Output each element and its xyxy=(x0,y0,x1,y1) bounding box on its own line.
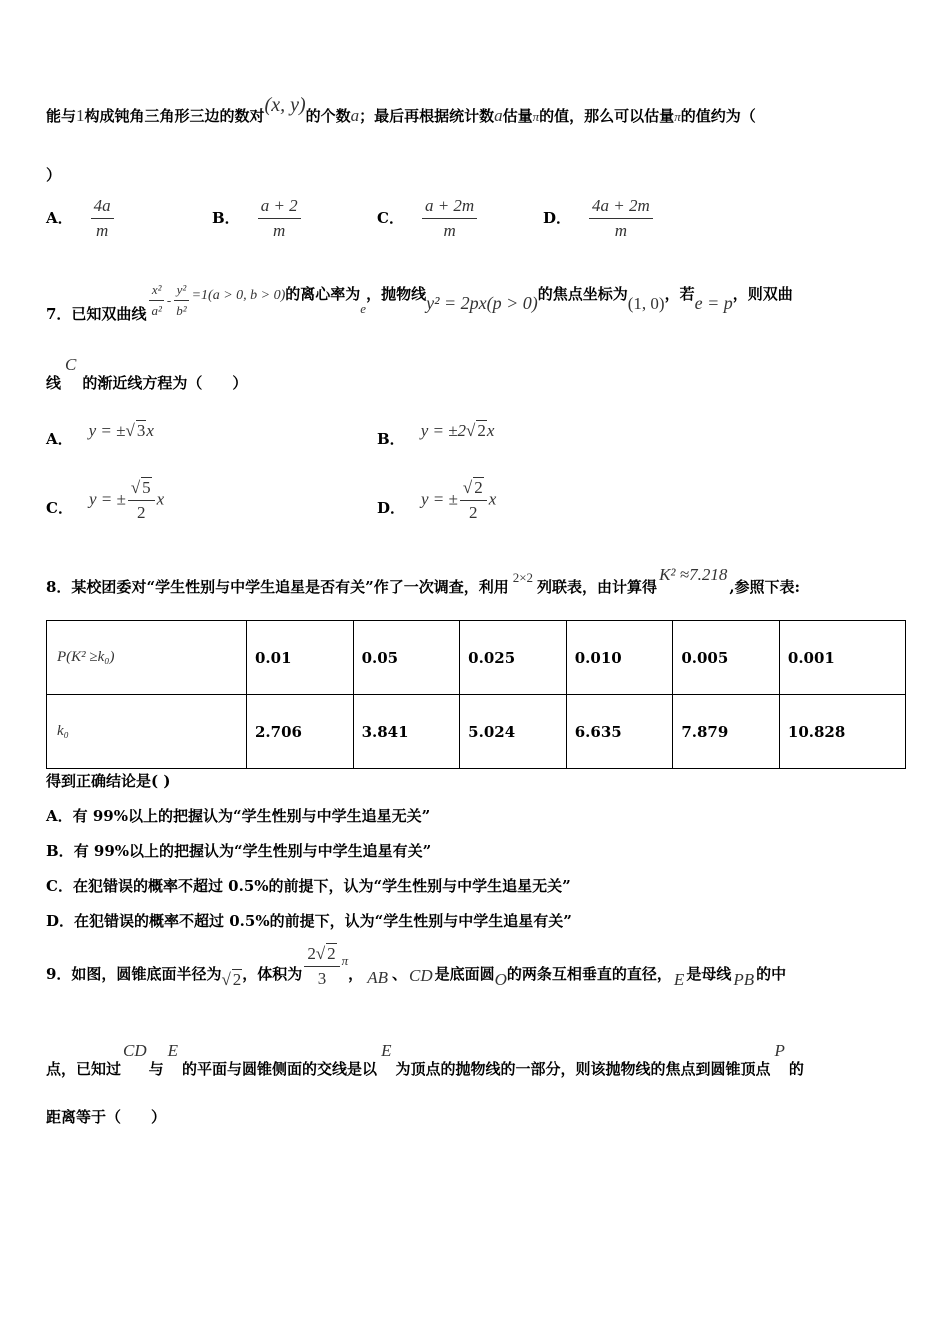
text: 7．已知双曲线 xyxy=(46,304,147,323)
math-pi: π xyxy=(532,109,540,124)
radicand: 2 xyxy=(232,969,242,989)
critical-value-table xyxy=(46,620,906,769)
q7-option-a[interactable]: A． y = ±√ 3x xyxy=(46,421,154,448)
math-a: a xyxy=(494,106,503,125)
q8-option-c[interactable] xyxy=(46,875,571,896)
table-cell: 0.010 xyxy=(566,621,673,695)
option-text: 在犯错误的概率不超过 0.5%的前提下，认为“学生性别与中学生追星有关” xyxy=(74,912,572,930)
q6-option-b[interactable] xyxy=(212,196,303,241)
radicand: 2 xyxy=(477,421,486,440)
math-k-square: K² ≈7.218 xyxy=(659,565,728,584)
text: 是底面圆 xyxy=(434,964,495,983)
q9-stem-line2 xyxy=(46,1040,804,1078)
q6-option-a[interactable] xyxy=(46,196,116,241)
text: ，体积为 xyxy=(242,964,303,983)
math: - xyxy=(166,292,172,308)
text: 为顶点的抛物线的一部分，则该抛物线的焦点到圆锥顶点 xyxy=(395,1060,771,1078)
math-e: E xyxy=(167,1041,179,1060)
text: 的焦点坐标为 xyxy=(537,284,628,303)
table-cell: 5.024 xyxy=(460,695,567,769)
text: ，则双曲 xyxy=(732,284,793,303)
math-equation: e = p xyxy=(694,292,733,313)
text: 是母线 xyxy=(686,964,732,983)
text: 估量 xyxy=(502,107,533,125)
option-text: 有 99%以上的把握认为“学生性别与中学生追星有关” xyxy=(73,842,432,860)
math-pi: π xyxy=(341,952,349,968)
math-2x2: 2×2 xyxy=(512,570,534,585)
table-cell: 0.025 xyxy=(460,621,567,695)
fraction-numerator: y² xyxy=(174,282,190,301)
math-o: O xyxy=(494,969,507,989)
table-row xyxy=(47,695,906,769)
radicand: 2 xyxy=(327,944,336,963)
option-label: D． xyxy=(46,912,75,930)
text: ；最后再根据统计数 xyxy=(359,107,495,125)
option-label: B． xyxy=(377,430,405,448)
text: ，抛物线 xyxy=(366,284,427,303)
fraction-denominator: m xyxy=(614,221,628,240)
text: 的 xyxy=(788,1060,804,1078)
fraction-denominator: 2 xyxy=(469,503,478,522)
q8-conclusion: 得到正确结论是( ) xyxy=(46,772,171,790)
math-c: C xyxy=(65,355,77,374)
table-cell: 0.05 xyxy=(353,621,460,695)
table-cell: 6.635 xyxy=(566,695,673,769)
math-pair: (x, y) xyxy=(264,94,306,116)
option-label: B． xyxy=(46,842,74,860)
option-label: C． xyxy=(46,877,73,895)
q8-option-b[interactable] xyxy=(46,840,431,861)
option-label: A． xyxy=(46,807,73,825)
text: 的渐近线方程为（ ） xyxy=(82,374,248,392)
q8-stem-line1 xyxy=(46,562,801,596)
text: 8．某校团委对“学生性别与中学生追星是否有关”作了一次调查，利用 xyxy=(46,578,509,596)
q9-stem-line3: 距离等于（ ） xyxy=(46,1108,167,1126)
text: 的中 xyxy=(756,964,787,983)
q7-option-d[interactable]: D． y = ± $\frac{√ 2}{2}$ x xyxy=(377,478,497,522)
table-cell: 0.01 xyxy=(247,621,354,695)
fraction-numerator: x² xyxy=(149,282,165,301)
text: 、 xyxy=(391,964,407,983)
text: ，若 xyxy=(664,284,695,303)
q6-stem-line1 xyxy=(46,94,756,127)
text: ， xyxy=(348,964,364,983)
q6-stem-line2: ） xyxy=(46,166,62,184)
table-cell: 2.706 xyxy=(247,695,354,769)
fraction-denominator: b² xyxy=(176,303,187,318)
fraction-numerator: a + 2 xyxy=(258,196,301,219)
q6-option-c[interactable] xyxy=(377,196,479,241)
radicand: 5 xyxy=(142,478,151,497)
math-pb: PB xyxy=(733,969,755,989)
math: y = ± xyxy=(88,489,126,509)
text: 的两条互相垂直的直径， xyxy=(506,964,672,983)
math: x xyxy=(146,421,154,440)
text: 的值，那么可以估量 xyxy=(539,107,675,125)
math-condition: =1(a > 0, b > 0) xyxy=(191,287,286,303)
fraction-numerator: a + 2m xyxy=(422,196,477,219)
table-row-header: k₀ xyxy=(47,695,247,769)
table-cell: 0.001 xyxy=(779,621,905,695)
math-cd: CD xyxy=(123,1041,147,1060)
option-text: 有 99%以上的把握认为“学生性别与中学生追星无关” xyxy=(72,807,431,825)
q9-stem-line1: 9．如图，圆锥底面半径为√ 2，体积为 $\frac{2√ 2}{3}$ π， AB 、 CD 是底面圆O的两条互相垂直的直径， E 是母线 PB 的中 xyxy=(46,944,787,989)
q7-stem-line2 xyxy=(46,355,248,392)
math-parabola: y² = 2px(p > 0) xyxy=(426,292,538,313)
table-cell: 10.828 xyxy=(779,695,905,769)
text: 点，已知过 xyxy=(46,1060,122,1078)
math: x xyxy=(486,421,495,440)
q8-option-d[interactable] xyxy=(46,910,572,931)
fraction-denominator: a² xyxy=(151,303,162,318)
fraction-denominator: m xyxy=(96,221,109,240)
math-pi: π xyxy=(674,109,681,124)
q6-option-d[interactable] xyxy=(543,196,655,241)
math-e: e xyxy=(360,300,367,316)
text: 线 xyxy=(46,374,62,392)
text: 能与 xyxy=(46,107,77,125)
table-cell: 7.879 xyxy=(673,695,780,769)
option-text: 在犯错误的概率不超过 0.5%的前提下，认为“学生性别与中学生追星无关” xyxy=(72,877,571,895)
text: 与 xyxy=(148,1060,164,1078)
text: 的离心率为 xyxy=(285,284,361,303)
table-row-header: P(K² ≥k₀) xyxy=(47,621,247,695)
math: 2 xyxy=(307,944,316,963)
q7-option-b[interactable]: B． y = ±2√ 2x xyxy=(377,421,495,448)
math-a: a xyxy=(350,106,360,125)
text: 9．如图，圆锥底面半径为 xyxy=(46,964,222,983)
fraction-denominator: 2 xyxy=(136,503,146,522)
radicand: 3 xyxy=(136,421,146,440)
math-focus: (1, 0) xyxy=(627,293,665,313)
fraction-numerator: 4a xyxy=(91,196,114,219)
math: y = ±2 xyxy=(420,421,467,440)
text: 的个数 xyxy=(305,107,351,125)
option-label: B． xyxy=(212,208,240,227)
text: 的值约为（ xyxy=(680,107,756,125)
option-label: A． xyxy=(46,208,73,227)
option-label: C． xyxy=(46,498,73,517)
math: x xyxy=(488,489,497,509)
math-p: P xyxy=(774,1041,785,1060)
math: y = ± xyxy=(88,421,126,440)
fraction-numerator: 4a + 2m xyxy=(589,196,653,219)
fraction-denominator: 3 xyxy=(317,969,327,988)
table-cell: 0.005 xyxy=(673,621,780,695)
q7-stem-line1 xyxy=(46,282,793,323)
math-e: E xyxy=(381,1041,392,1060)
option-label: D． xyxy=(543,208,572,227)
math-e: E xyxy=(673,969,685,989)
math: x xyxy=(156,489,165,509)
q8-option-a[interactable] xyxy=(46,805,430,826)
text: 的平面与圆锥侧面的交线是以 xyxy=(182,1060,378,1078)
table-cell: 3.841 xyxy=(353,695,460,769)
option-label: D． xyxy=(377,498,406,517)
q7-option-c[interactable]: C． y = ± $\frac{√ 5}{2}$ x xyxy=(46,478,165,522)
option-label: C． xyxy=(377,208,404,227)
radicand: 2 xyxy=(474,478,483,497)
text: 列联表，由计算得 xyxy=(537,578,658,596)
text: ,参照下表: xyxy=(729,578,801,596)
option-label: A． xyxy=(46,430,73,448)
fraction-denominator: m xyxy=(443,221,456,240)
text: 构成钝角三角形三边的数对 xyxy=(84,107,265,125)
fraction-denominator: m xyxy=(273,221,286,240)
table-row xyxy=(47,621,906,695)
math-ab: AB xyxy=(367,967,388,987)
math: 1 xyxy=(76,106,85,125)
math-cd: CD xyxy=(408,965,433,985)
math: y = ± xyxy=(421,489,458,509)
